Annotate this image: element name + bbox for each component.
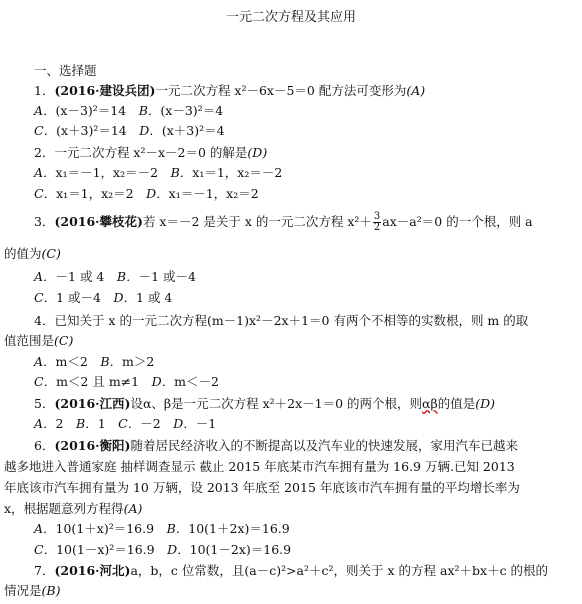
fraction-denominator: 2	[373, 222, 381, 233]
question-text: 一元二次方程 x²－x－2＝0 的解是	[54, 145, 248, 160]
option-a: (x－3)²＝14	[55, 103, 127, 118]
option-label-c: C．	[34, 542, 57, 557]
question-number: 4．	[34, 313, 55, 328]
option-b: －1 或－4	[138, 269, 196, 284]
question-3-options-ab	[34, 267, 582, 287]
option-label-b: B．	[166, 521, 189, 536]
answer-key: (A)	[406, 83, 426, 98]
answer-key: (C)	[41, 246, 61, 261]
answer-key: (C)	[54, 333, 74, 348]
question-5-options	[34, 414, 582, 434]
option-label-c: C．	[34, 290, 57, 305]
question-2-options-ab	[34, 163, 582, 183]
option-label-c: C．	[34, 186, 57, 201]
option-b: m＞2	[122, 354, 155, 369]
question-3-options-cd	[34, 288, 582, 308]
question-source: (2016·江西)	[54, 396, 131, 411]
question-1-options-cd	[34, 121, 582, 141]
option-label-c: C．	[34, 123, 57, 138]
option-label-c: C．	[34, 374, 57, 389]
option-b: 1	[97, 416, 106, 431]
option-label-d: D．	[151, 374, 175, 389]
option-b: x₁＝1，x₂＝－2	[192, 165, 283, 180]
question-6-stem	[34, 436, 580, 456]
option-d: (x＋3)²＝4	[161, 123, 225, 138]
answer-key: (B)	[41, 583, 61, 598]
question-7-stem	[34, 561, 580, 581]
option-label-a: A．	[34, 416, 56, 431]
option-label-d: D．	[146, 186, 169, 201]
question-5-stem	[34, 394, 582, 414]
question-2-options-cd	[34, 184, 582, 204]
question-2-stem	[34, 143, 582, 163]
question-number: 1．	[34, 83, 55, 98]
option-label-a: A．	[34, 165, 56, 180]
question-number: 3．	[34, 214, 55, 229]
question-6-options-ab	[34, 519, 582, 539]
answer-key: (D)	[475, 396, 495, 411]
question-number: 6．	[34, 438, 55, 453]
option-d: x₁＝－1，x₂＝2	[168, 186, 259, 201]
option-c: －2	[140, 416, 161, 431]
option-c: m＜2 且 m≠1	[56, 374, 140, 389]
question-4-options-cd	[34, 372, 582, 392]
question-text: 值范围是	[4, 333, 55, 348]
answer-key: (A)	[123, 501, 143, 516]
spellcheck-underline-text: αβ	[422, 396, 438, 411]
question-6-stem-line4	[4, 499, 580, 519]
option-label-b: B．	[138, 103, 161, 118]
option-d: －1	[195, 416, 217, 431]
question-text: 的值为	[4, 246, 42, 261]
question-6-stem-line3	[4, 478, 580, 498]
option-label-b: B．	[76, 416, 98, 431]
option-c: 1 或－4	[56, 290, 101, 305]
question-source: (2016·建设兵团)	[54, 83, 156, 98]
question-source: (2016·衡阳)	[54, 438, 131, 453]
option-d: 1 或 4	[136, 290, 173, 305]
option-c: 10(1－x)²＝16.9	[56, 542, 155, 557]
option-a: x₁＝－1，x₂＝－2	[55, 165, 159, 180]
fraction	[373, 212, 381, 233]
option-b: 10(1＋2x)＝16.9	[188, 521, 290, 536]
question-text: 越多地进入普通家庭 抽样调查显示 截止 2015 年底某市汽车拥有量为 16.9 万辆.已知 2013	[4, 459, 515, 474]
option-label-b: B．	[100, 354, 123, 369]
option-a: m＜2	[55, 354, 88, 369]
option-label-a: A．	[34, 103, 56, 118]
question-text: 情况是	[4, 583, 42, 598]
option-label-d: D．	[113, 290, 137, 305]
question-text: 若 x＝－2 是关于 x 的一元二次方程 x²＋	[142, 214, 372, 229]
option-label-c: C．	[118, 416, 141, 431]
question-text-cont: 的值是	[437, 396, 476, 411]
option-label-a: A．	[34, 269, 56, 284]
option-label-a: A．	[34, 354, 56, 369]
option-c: x₁＝1，x₂＝2	[56, 186, 134, 201]
option-label-b: B．	[116, 269, 139, 284]
question-number: 7．	[34, 563, 55, 578]
section-heading: 一、选择题	[34, 63, 97, 78]
question-7-stem-cont	[4, 581, 580, 601]
question-1-stem	[34, 81, 582, 101]
question-number: 2．	[34, 145, 55, 160]
question-source: (2016·河北)	[54, 563, 131, 578]
question-6-stem-line2	[4, 457, 580, 477]
question-text: 已知关于 x 的一元二次方程(m－1)x²－2x＋1＝0 有两个不相等的实数根，则 m 的取	[54, 313, 529, 328]
option-a: －1 或 4	[55, 269, 105, 284]
option-label-d: D．	[167, 542, 190, 557]
question-text: 设α、β是一元二次方程 x²＋2x－1＝0 的两个根，则	[130, 396, 423, 411]
question-3-stem	[34, 212, 580, 233]
answer-key: (D)	[247, 145, 268, 160]
question-4-options-ab	[34, 352, 582, 372]
question-source: (2016·攀枝花)	[54, 214, 143, 229]
question-4-stem	[34, 311, 580, 331]
option-c: (x＋3)²＝14	[56, 123, 127, 138]
question-text: 随着居民经济收入的不断提高以及汽车业的快速发展，家用汽车已越来	[130, 438, 518, 453]
question-text: x，根据题意列方程得	[4, 501, 124, 516]
fraction-numerator: 3	[373, 211, 381, 222]
option-a: 2	[55, 416, 64, 431]
option-a: 10(1＋x)²＝16.9	[55, 521, 155, 536]
option-label-a: A．	[34, 521, 56, 536]
question-1-options-ab	[34, 101, 582, 121]
option-b: (x－3)²＝4	[160, 103, 224, 118]
question-text-cont: ax－a²＝0 的一个根，则 a	[382, 214, 533, 229]
page-title: 一元二次方程及其应用	[225, 10, 356, 25]
question-text: 一元二次方程 x²－6x－5＝0 配方法可变形为	[155, 83, 407, 98]
question-text: 年底该市汽车拥有量为 10 万辆，设 2013 年底至 2015 年底该市汽车拥有量的平均增长率为	[4, 480, 520, 495]
question-3-stem-cont	[4, 244, 580, 264]
option-label-d: D．	[173, 416, 196, 431]
option-label-b: B．	[170, 165, 193, 180]
question-4-stem-cont	[4, 331, 580, 351]
option-d: m＜－2	[174, 374, 219, 389]
option-d: 10(1－2x)＝16.9	[189, 542, 292, 557]
question-number: 5．	[34, 396, 55, 411]
question-6-options-cd	[34, 540, 582, 560]
question-text: a，b，c 位常数，且(a－c)²>a²＋c²，则关于 x 的方程 ax²＋bx＋c 的根的	[130, 563, 549, 578]
option-label-d: D．	[139, 123, 162, 138]
